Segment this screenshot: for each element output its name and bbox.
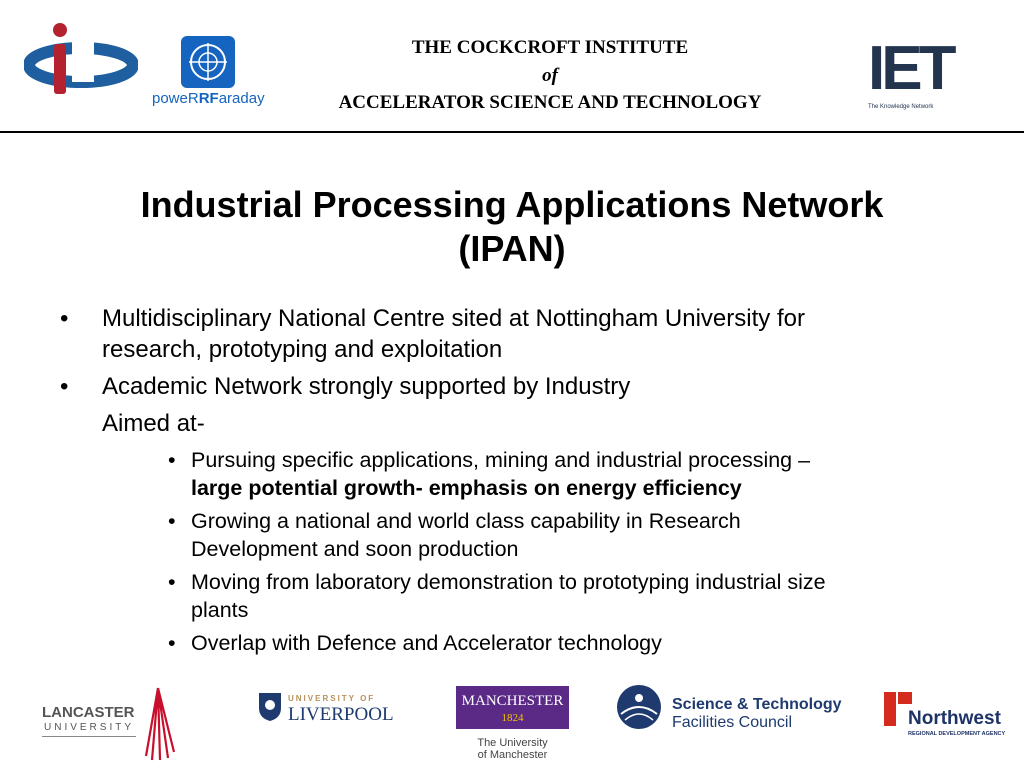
sub-bullet-3-line-2: plants [191,598,249,622]
manchester-logo [456,686,570,764]
lancaster-divider [42,736,136,737]
header-divider [0,131,1024,133]
institute-line-3: ACCELERATOR SCIENCE AND TECHNOLOGY [338,92,762,113]
liverpool-crest-icon [258,692,282,722]
bullet-2: Academic Network strongly supported by Industry [102,373,631,400]
aimed-at-label: Aimed at- [102,410,205,437]
lancaster-name: LANCASTER [42,704,135,721]
northwest-logo [884,692,1004,740]
slide-title [40,183,984,271]
powerfaraday-text-c: araday [218,90,265,107]
lancaster-flame-icon [138,686,178,762]
sub-bullet-4: Overlap with Defence and Accelerator technology [191,631,662,655]
powerfaraday-logo [152,36,265,112]
powerfaraday-text-b: RF [198,90,219,107]
sub-bullet-2-line-1: Growing a national and world class capability in Research [191,509,741,533]
bullet-dot: • [60,305,69,332]
sub-bullet-dot: • [168,509,176,533]
northwest-name: Northwest [908,708,1001,729]
stfc-name-1: Science & Technology [672,696,842,713]
iet-logo-text: IET [868,34,953,103]
sub-bullet-dot: • [168,448,176,472]
sub-bullet-1-line-2: large potential growth- emphasis on energy efficiency [191,476,742,500]
title-line-2: (IPAN) [458,228,566,269]
sub-bullet-2-line-2: Development and soon production [191,537,519,561]
powerfaraday-icon [181,36,235,88]
sub-bullet-3-line-1: Moving from laboratory demonstration to prototyping industrial size [191,570,826,594]
manchester-subtitle-1: The University [477,737,548,749]
manchester-name: MANCHESTER [461,693,564,709]
bullet-1-line-2: research, prototyping and exploitation [102,336,503,363]
sub-bullet-dot: • [168,570,176,594]
lancaster-university: UNIVERSITY [44,722,135,733]
institute-line-2: of [542,65,558,86]
lancaster-logo [42,686,182,762]
title-line-1: Industrial Processing Applications Network [140,184,884,225]
liverpool-name: LIVERPOOL [288,704,394,725]
northwest-tagline: REGIONAL DEVELOPMENT AGENCY [908,731,1006,737]
cockcroft-logo [24,22,138,100]
institute-line-1: THE COCKCROFT INSTITUTE [411,37,689,58]
sub-bullet-1-line-1: Pursuing specific applications, mining and industrial processing – [191,448,811,472]
stfc-logo [616,684,840,734]
bullet-1-line-1: Multidisciplinary National Centre sited at Nottingham University for [102,305,805,332]
powerfaraday-text-a: poweR [152,90,199,107]
bullet-dot: • [60,373,69,400]
iet-tagline: The Knowledge Network [868,104,934,110]
manchester-block [456,686,569,729]
manchester-year: 1824 [501,712,524,724]
liverpool-university-of: UNIVERSITY OF [288,694,376,703]
stfc-globe-icon [616,684,662,730]
liverpool-logo [258,690,392,726]
manchester-subtitle-2: of Manchester [477,749,548,761]
stfc-name-2: Facilities Council [672,714,793,731]
iet-logo [868,34,978,114]
sub-bullet-dot: • [168,631,176,655]
